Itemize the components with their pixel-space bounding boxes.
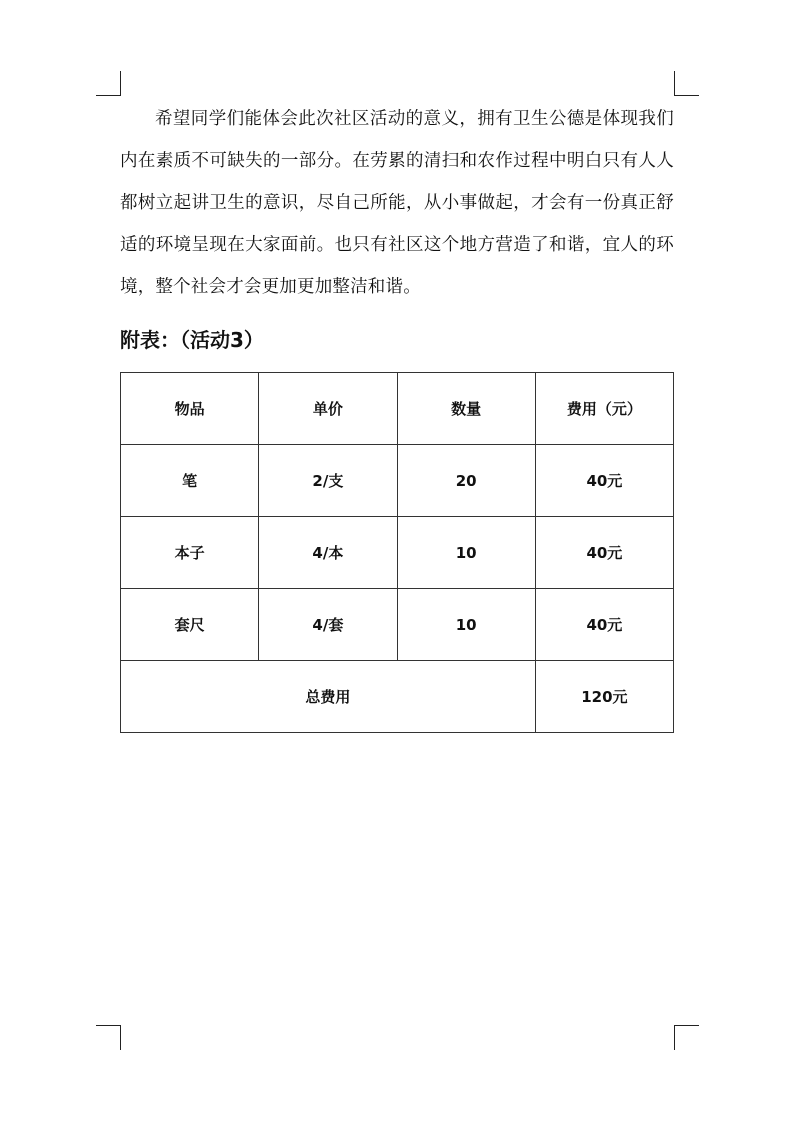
body-paragraph: 希望同学们能体会此次社区活动的意义，拥有卫生公德是体现我们内在素质不可缺失的一部分。在劳累的清扫和农作过程中明白只有人人都树立起讲卫生的意识，尽自己所能，从小事做起，才会有一份真正舒适的环境呈现在大家面前。也只有社区这个地方营造了和谐，宜人的环境，整个社会才会更加更加整洁和谐。 — [120, 109, 674, 297]
cost-table-container — [120, 372, 674, 733]
table-total-row — [121, 661, 674, 733]
table-header-row — [121, 373, 674, 445]
header-cell-quantity: 数量 — [397, 373, 535, 445]
total-label-cell: 总费用 — [121, 661, 536, 733]
appendix-heading: 附表：（活动3） — [120, 328, 264, 352]
table-row — [121, 517, 674, 589]
cell-unit-price: 2/支 — [259, 445, 397, 517]
cell-unit-price: 4/本 — [259, 517, 397, 589]
cell-quantity: 10 — [397, 517, 535, 589]
header-cell-cost: 费用（元） — [535, 373, 673, 445]
cell-item: 套尺 — [121, 589, 259, 661]
header-cell-unit-price: 单价 — [259, 373, 397, 445]
crop-mark-bottom-left — [96, 1025, 121, 1050]
cell-cost: 40元 — [535, 445, 673, 517]
crop-mark-bottom-right — [674, 1025, 699, 1050]
cell-unit-price: 4/套 — [259, 589, 397, 661]
table-row — [121, 589, 674, 661]
cell-quantity: 20 — [397, 445, 535, 517]
cell-item: 笔 — [121, 445, 259, 517]
cell-cost: 40元 — [535, 589, 673, 661]
cost-table — [120, 372, 674, 733]
total-value-cell: 120元 — [535, 661, 673, 733]
cell-quantity: 10 — [397, 589, 535, 661]
crop-mark-top-right — [674, 71, 699, 96]
cell-item: 本子 — [121, 517, 259, 589]
cell-cost: 40元 — [535, 517, 673, 589]
table-row — [121, 445, 674, 517]
header-cell-item: 物品 — [121, 373, 259, 445]
crop-mark-top-left — [96, 71, 121, 96]
document-body — [120, 98, 674, 733]
